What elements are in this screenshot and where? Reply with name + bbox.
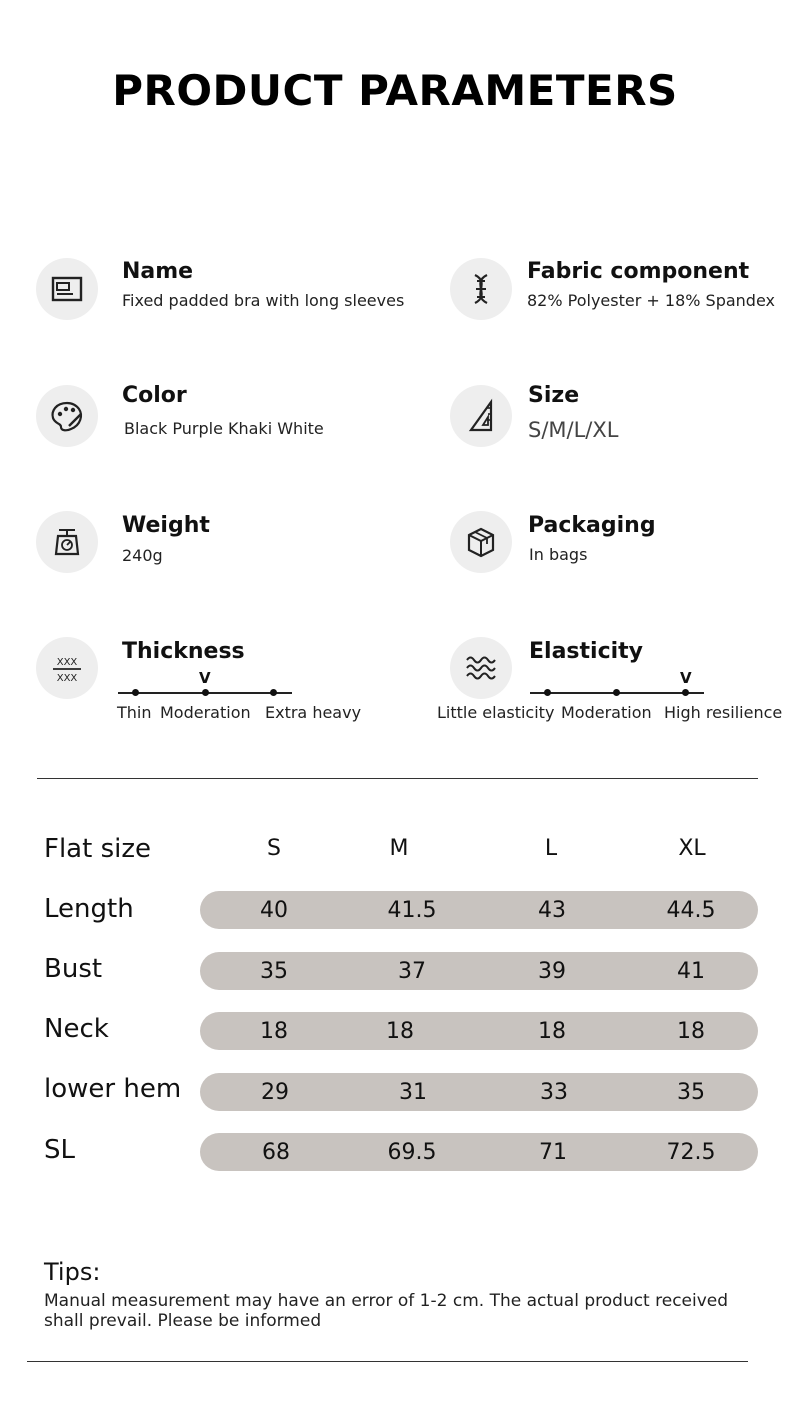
svg-text:XXX: XXX: [56, 673, 78, 684]
thickness-dot-thin: [132, 689, 139, 696]
elasticity-marker: V: [680, 669, 692, 687]
table-cell: 37: [398, 959, 426, 984]
tips-text: Manual measurement may have an error of 1-2 cm. The actual product received shall prevail. Please be informed: [44, 1291, 729, 1331]
size-header-l: L: [544, 836, 558, 861]
table-row: [200, 1133, 758, 1171]
name-label: Name: [122, 259, 194, 284]
size-header-xl: XL: [678, 836, 706, 861]
table-cell: 40: [260, 898, 288, 923]
id-card-icon: [36, 258, 98, 320]
row-label-lower-hem: lower hem: [44, 1074, 182, 1104]
size-value: S/M/L/XL: [528, 418, 619, 442]
packaging-value: In bags: [529, 545, 588, 564]
thickness-option-thin: Thin: [117, 703, 152, 722]
scale-icon: [36, 511, 98, 573]
fabric-thickness-icon: [36, 637, 98, 699]
table-cell: 43: [538, 898, 566, 923]
table-cell: 18: [260, 1019, 288, 1044]
elasticity-option-high: High resilience: [664, 703, 783, 722]
wave-icon: [450, 637, 512, 699]
thickness-marker: V: [199, 669, 211, 687]
table-cell: 41.5: [387, 898, 437, 923]
triangle-ruler-icon: [450, 385, 512, 447]
elasticity-option-little: Little elasticity: [437, 703, 555, 722]
table-cell: 39: [538, 959, 566, 984]
table-cell: 71: [539, 1140, 567, 1165]
weight-value: 240g: [122, 546, 163, 565]
name-value: Fixed padded bra with long sleeves: [122, 291, 405, 310]
page-title: PRODUCT PARAMETERS: [112, 66, 678, 115]
thickness-option-moderation: Moderation: [160, 703, 251, 722]
elasticity-dot-high: [682, 689, 689, 696]
packaging-label: Packaging: [528, 513, 656, 538]
table-cell: 68: [262, 1140, 290, 1165]
table-cell: 18: [677, 1019, 705, 1044]
table-cell: 69.5: [387, 1140, 437, 1165]
section-divider: [37, 778, 758, 779]
bottom-divider: [27, 1361, 748, 1362]
elasticity-dot-little: [544, 689, 551, 696]
table-cell: 44.5: [666, 898, 716, 923]
table-cell: 72.5: [666, 1140, 716, 1165]
table-row: [200, 891, 758, 929]
table-row: [200, 1012, 758, 1050]
color-label: Color: [122, 383, 187, 408]
size-header-s: S: [267, 836, 281, 861]
row-label-length: Length: [44, 894, 134, 924]
fabric-value: 82% Polyester + 18% Spandex: [527, 291, 775, 310]
size-header-m: M: [389, 836, 409, 861]
thickness-option-extra-heavy: Extra heavy: [265, 703, 362, 722]
table-cell: 33: [540, 1080, 568, 1105]
row-label-neck: Neck: [44, 1014, 109, 1044]
svg-text:XXX: XXX: [56, 657, 78, 668]
tips-title: Tips:: [44, 1258, 101, 1286]
table-cell: 31: [399, 1080, 427, 1105]
table-row: [200, 1073, 758, 1111]
dna-icon: [450, 258, 512, 320]
fabric-label: Fabric component: [527, 259, 750, 284]
table-cell: 29: [261, 1080, 289, 1105]
row-label-sl: SL: [44, 1135, 75, 1165]
row-label-bust: Bust: [44, 954, 103, 984]
thickness-dot-extra-heavy: [270, 689, 277, 696]
thickness-dot-moderation: [202, 689, 209, 696]
elasticity-option-moderation: Moderation: [561, 703, 652, 722]
weight-label: Weight: [122, 513, 210, 538]
box-icon: [450, 511, 512, 573]
size-table-header-label: Flat size: [44, 834, 151, 864]
table-cell: 35: [677, 1080, 705, 1105]
elasticity-label: Elasticity: [529, 639, 644, 664]
table-cell: 35: [260, 959, 288, 984]
color-value: Black Purple Khaki White: [124, 419, 324, 438]
table-row: [200, 952, 758, 990]
palette-icon: [36, 385, 98, 447]
size-label: Size: [528, 383, 580, 408]
table-cell: 18: [386, 1019, 414, 1044]
table-cell: 41: [677, 959, 705, 984]
table-cell: 18: [538, 1019, 566, 1044]
elasticity-dot-moderation: [613, 689, 620, 696]
thickness-label: Thickness: [122, 639, 245, 664]
